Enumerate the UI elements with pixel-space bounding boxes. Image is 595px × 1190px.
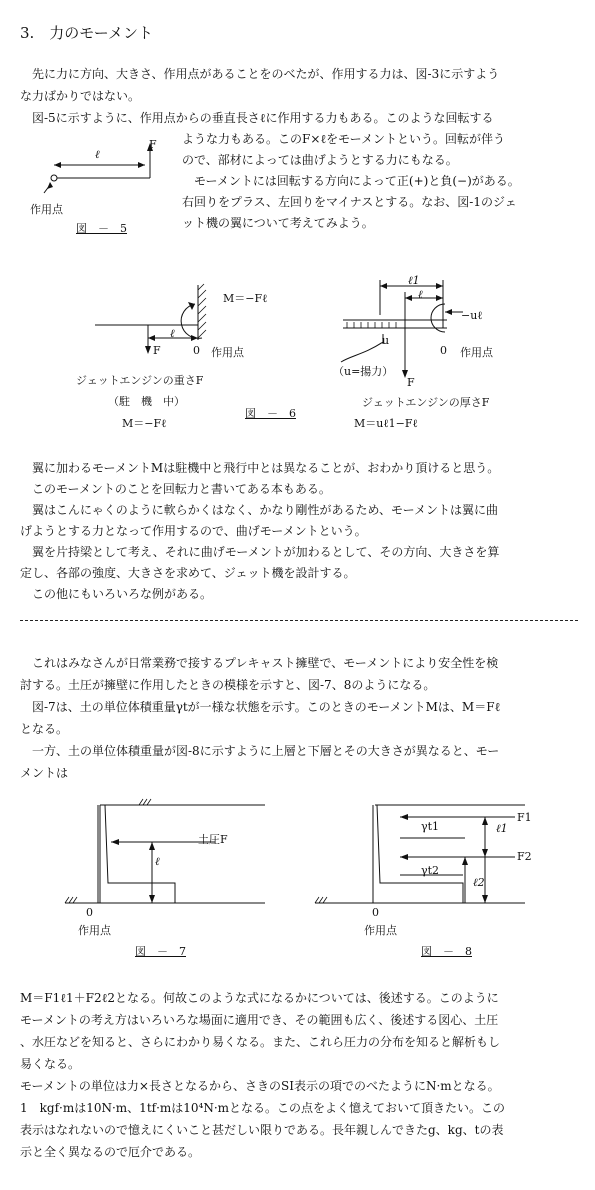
fig6-right-l: ℓ [418,288,423,301]
intro-line-1: 先に力に方向、大きさ、作用点があることをのべたが、作用する力は、図-3に示すよう [20,67,500,81]
para2-line-5: 翼を片持梁として考え、それに曲げモーメントが加わるとして、その方向、大きさを算 [20,545,500,559]
fig6-caption: 図 － 6 [245,407,296,420]
fig7-force-label: 土圧F [198,833,228,846]
fig6-right-l1: ℓ1 [408,274,420,287]
fig6-right-force: F [407,376,415,389]
fig6-left-caption-1: ジェットエンジンの重さF [76,374,204,387]
intro-line-2: な力ばかりではない。 [20,89,141,103]
para4-line-4: 易くなる。 [20,1057,81,1071]
fig7-length-label: ℓ [155,855,160,868]
fig5-length-label: ℓ [95,148,100,161]
fig6-left-point: 作用点 [211,346,244,359]
para2-line-2: このモーメントのことを回転力と書いてある本もある。 [20,482,331,496]
fig6-right-zero: 0 [440,344,447,357]
figure-8-diagram [305,795,530,910]
fig6-right-caption-2: M＝uℓ1−Fℓ [354,417,418,430]
para4-line-1: M＝F1ℓ1＋F2ℓ2となる。何故このような式になるかについては、後述する。このように [20,991,499,1005]
para3-line-4: となる。 [20,722,69,736]
fig8-gamma1: γt1 [421,820,439,833]
fig8-zero: 0 [372,906,379,919]
fig5-caption: 図 － 5 [76,222,127,235]
para4-line-3: 、水圧などを知ると、さらにわかり易くなる。また、これら圧力の分布を知ると解析もし [20,1035,501,1049]
intro-side-4: 右回りをプラス、左回りをマイナスとする。なお、図-1のジェ [182,195,517,209]
fig6-left-caption-3: M＝−Fℓ [122,417,167,430]
fig6-left-length: ℓ [170,327,175,340]
fig8-l1: ℓ1 [496,822,508,835]
para3-line-1: これはみなさんが日常業務で接するプレキャスト擁壁で、モーメントにより安全性を検 [20,656,499,670]
figure-7-diagram [55,795,270,910]
section-divider [20,620,578,621]
fig6-left-zero: 0 [193,344,200,357]
fig6-right-lift-label: （u=揚力） [333,365,394,378]
fig8-point: 作用点 [364,924,397,937]
para3-line-6: メントは [20,766,69,780]
para2-line-4: げようとする力となって作用するので、曲げモーメントという。 [20,524,367,538]
para3-line-5: 一方、土の単位体積重量が図-8に示すように上層と下層とその大きさが異なると、モー [20,744,500,758]
para4-line-2: モーメントの考え方はいろいろな場面に適用でき、その範囲も広く、後述する図心、土圧 [20,1013,499,1027]
fig6-left-force: F [153,344,161,357]
intro-side-3: モーメントには回転する方向によって正(+)と負(−)がある。 [182,174,520,188]
fig7-caption: 図 － 7 [135,945,186,958]
fig6-left-caption-2: （駐 機 中） [108,395,185,408]
fig8-f2: F2 [517,850,532,863]
para2-line-3: 翼はこんにゃくのように軟らかくはなく、かなり剛性があるため、モーメントは翼に曲 [20,503,498,517]
para2-line-1: 翼に加わるモーメントMは駐機中と飛行中とは異なることが、おわかり頂けると思う。 [20,461,500,475]
fig6-right-moment: −uℓ [461,309,483,322]
fig8-l2: ℓ2 [473,876,485,889]
para3-line-2: 討する。土圧が擁壁に作用したときの模様を示すと、図-7、8のようになる。 [20,678,436,692]
fig8-gamma2: γt2 [421,864,439,877]
fig6-right-caption-1: ジェットエンジンの厚さF [362,396,490,409]
para4-line-6: 1 kgf·mは10N·m、1tf·mは10⁴N·mとなる。この点をよく憶えておいて頂きたい。この [20,1101,506,1115]
fig6-right-lift-u: u [382,334,390,347]
section-title: 3. 力のモーメント [20,24,153,42]
para3-line-3: 図-7は、土の単位体積重量γtが一様な状態を示す。このときのモーメントMは、M＝Fℓ [20,700,501,714]
intro-side-5: ット機の翼について考えてみよう。 [182,216,374,230]
intro-side-1: ような力もある。このF×ℓをモーメントという。回転が伴う [182,132,506,146]
fig7-zero: 0 [86,906,93,919]
para4-line-8: 示と全く異なるので厄介である。 [20,1145,201,1159]
fig7-point: 作用点 [78,924,111,937]
para2-line-7: この他にもいろいろな例がある。 [20,587,213,601]
para2-line-6: 定し、各部の強度、大きさを求めて、ジェット機を設計する。 [20,566,356,580]
fig6-left-equation: M＝−Fℓ [223,292,268,305]
para4-line-5: モーメントの単位は力×長さとなるから、さきのSI表示の項でのべたようにN·mとなる。 [20,1079,500,1093]
intro-side-2: ので、部材によっては曲げようとする力にもなる。 [182,153,458,167]
fig8-f1: F1 [517,811,532,824]
fig6-right-point: 作用点 [460,346,493,359]
fig5-point-label: 作用点 [30,203,63,216]
fig8-caption: 図 － 8 [421,945,472,958]
fig5-force-label: F [149,138,157,151]
intro-line-3: 図-5に示すように、作用点からの垂直長さℓに作用する力もある。このような回転する [20,111,494,125]
para4-line-7: 表示はなれないので憶えにくいこと甚だしい限りである。長年親しんできたg、kg、tの表 [20,1123,504,1137]
